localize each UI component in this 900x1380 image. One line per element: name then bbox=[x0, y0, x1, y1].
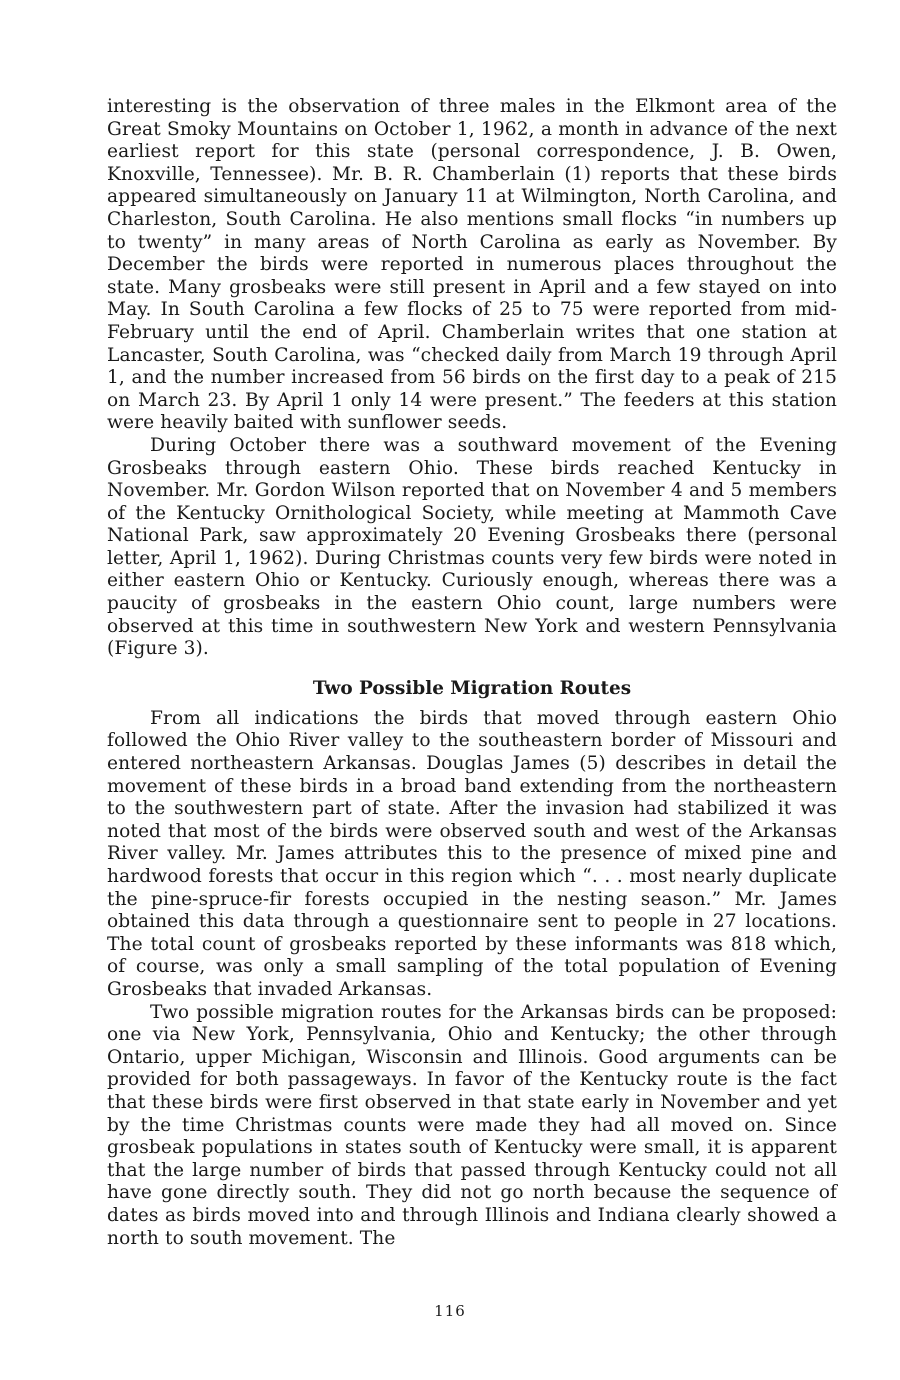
paragraph-4: Two possible migration routes for the Arkansas birds can be proposed: one via New York, Pennsylvania, Ohio and Kentucky; the other through Ontario, upper Michigan, Wisconsin and Illinois. Good arguments can be provided for both passageways. In favor of the Kentucky route is the fact that these birds were first observed in that state early in November and yet by the time Christmas counts were made they had all moved on. Since grosbeak populations in states south of Kentucky were small, it is apparent that the large number of birds that passed through Kentucky could not all have gone directly south. They did not go north because the sequence of dates as birds moved into and through Illinois and Indiana clearly showed a north to south movement. The bbox=[107, 1001, 837, 1249]
section-heading: Two Possible Migration Routes bbox=[312, 677, 632, 699]
page-body bbox=[107, 96, 837, 1250]
paragraph-2: During October there was a southward movement of the Evening Grosbeaks through eastern Ohio. These birds reached Kentucky in November. Mr. Gordon Wilson reported that on November 4 and 5 members of the Kentucky Ornithological Society, while meeting at Mammoth Cave National Park, saw approximately 20 Evening Grosbeaks there (personal letter, April 1, 1962). During Christmas counts very few birds were noted in either eastern Ohio or Kentucky. Curiously enough, whereas there was a paucity of grosbeaks in the eastern Ohio count, large numbers were observed at this time in southwestern New York and western Pennsylvania (Figure 3). bbox=[107, 434, 837, 660]
page-number: 116 bbox=[434, 1302, 466, 1320]
paragraph-3: From all indications the birds that moved through eastern Ohio followed the Ohio River valley to the southeastern border of Missouri and entered northeastern Arkansas. Douglas James (5) describes in detail the movement of these birds in a broad band extending from the northeastern to the southwestern part of state. After the invasion had stabilized it was noted that most of the birds were observed south and west of the Arkansas River valley. Mr. James attributes this to the presence of mixed pine and hardwood forests that occur in this region which “. . . most nearly duplicate the pine-spruce-fir forests occupied in the nesting season.” Mr. James obtained this data through a questionnaire sent to people in 27 locations. The total count of grosbeaks reported by these informants was 818 which, of course, was only a small sampling of the total population of Evening Grosbeaks that invaded Arkansas. bbox=[107, 707, 837, 1000]
paragraph-1: interesting is the observation of three males in the Elkmont area of the Great Smoky Mountains on October 1, 1962, a month in advance of the next earliest report for this state (personal correspondence, J. B. Owen, Knoxville, Tennessee). Mr. B. R. Chamberlain (1) reports that these birds appeared simultaneously on January 11 at Wilmington, North Carolina, and Charleston, South Carolina. He also mentions small flocks “in numbers up to twenty” in many areas of North Carolina as early as November. By December the birds were reported in numerous places throughout the state. Many grosbeaks were still present in April and a few stayed on into May. In South Carolina a few flocks of 25 to 75 were reported from mid-February until the end of April. Chamberlain writes that one station at Lancaster, South Carolina, was “checked daily from March 19 through April 1, and the number increased from 56 birds on the first day to a peak of 215 on March 23. By April 1 only 14 were present.” The feeders at this station were heavily baited with sunflower seeds. bbox=[107, 96, 837, 434]
